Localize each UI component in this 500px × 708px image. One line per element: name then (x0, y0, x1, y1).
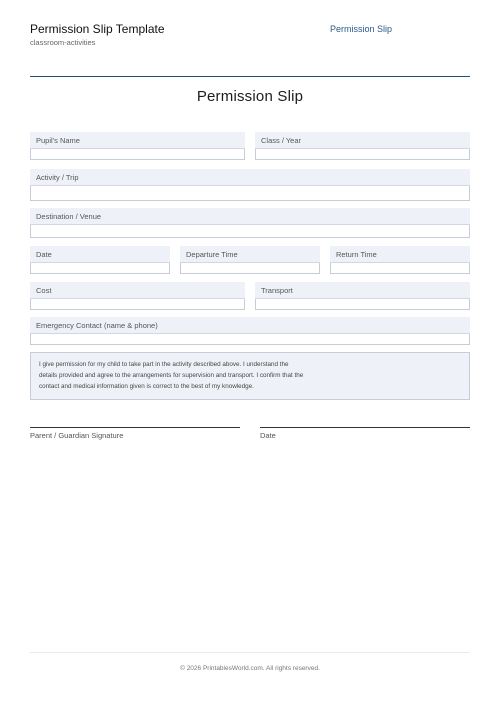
activity-trip-field[interactable] (30, 169, 470, 201)
cost-input[interactable] (30, 299, 245, 310)
pupil-name-label: Pupil's Name (30, 132, 245, 149)
transport-input[interactable] (255, 299, 470, 310)
consent-statement-line: contact and medical information given is correct to the best of my knowledge. (39, 383, 254, 390)
signature-date-label: Date (260, 431, 276, 440)
transport-label: Transport (255, 282, 470, 299)
class-year-field[interactable] (255, 132, 470, 160)
class-year-input[interactable] (255, 149, 470, 160)
destination-venue-label: Destination / Venue (30, 208, 470, 225)
document-title: Permission Slip (196, 88, 304, 105)
departure-time-field[interactable] (180, 246, 320, 274)
transport-field[interactable] (255, 282, 470, 310)
activity-trip-input[interactable] (30, 186, 470, 201)
consent-statement-line: I give permission for my child to take part in the activity described above. I understand the (39, 361, 289, 368)
consent-statement (30, 352, 470, 400)
cost-field[interactable] (30, 282, 245, 310)
return-time-input[interactable] (330, 263, 470, 274)
departure-time-input[interactable] (180, 263, 320, 274)
signature-label: Parent / Guardian Signature (30, 431, 124, 440)
date-label: Date (30, 246, 170, 263)
emergency-contact-label: Emergency Contact (name & phone) (30, 317, 470, 334)
destination-venue-field[interactable] (30, 208, 470, 238)
pupil-name-input[interactable] (30, 149, 245, 160)
signature-line[interactable] (30, 427, 240, 428)
class-year-label: Class / Year (255, 132, 470, 149)
return-time-label: Return Time (330, 246, 470, 263)
emergency-contact-field[interactable] (30, 317, 470, 345)
emergency-contact-input[interactable] (30, 334, 470, 345)
date-input[interactable] (30, 263, 170, 274)
footer-copyright: © 2026 PrintablesWorld.com. All rights reserved. (180, 665, 320, 672)
footer-divider (30, 652, 470, 653)
signature-date-line[interactable] (260, 427, 470, 428)
page-header-title: Permission Slip Template (30, 22, 165, 36)
return-time-field[interactable] (330, 246, 470, 274)
activity-trip-label: Activity / Trip (30, 169, 470, 186)
header-divider (30, 76, 470, 77)
cost-label: Cost (30, 282, 245, 299)
departure-time-label: Departure Time (180, 246, 320, 263)
page-category: classroom-activities (30, 38, 96, 47)
permission-slip-link[interactable]: Permission Slip (330, 24, 393, 34)
date-field[interactable] (30, 246, 170, 274)
consent-statement-line: details provided and agree to the arrangements for supervision and transport. I confirm that the (39, 372, 304, 379)
pupil-name-field[interactable] (30, 132, 245, 160)
destination-venue-input[interactable] (30, 225, 470, 238)
